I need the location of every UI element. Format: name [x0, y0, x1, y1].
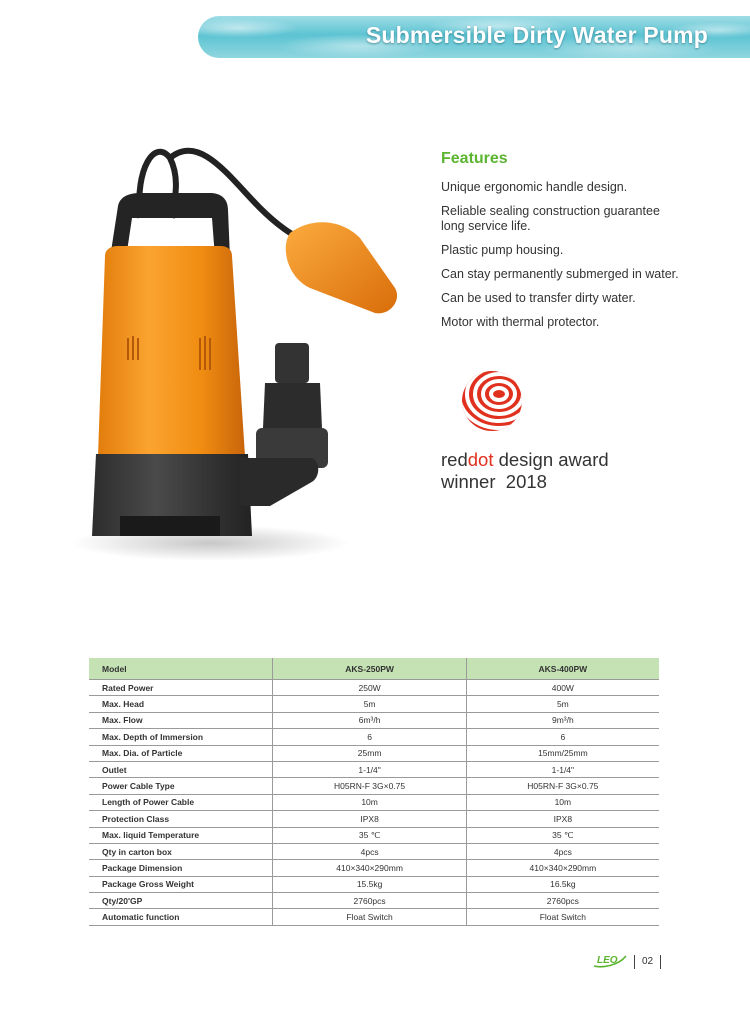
spec-label: Qty/20'GP: [89, 893, 273, 909]
spec-label: Qty in carton box: [89, 843, 273, 859]
table-row: [89, 761, 659, 777]
spec-label: Length of Power Cable: [89, 794, 273, 810]
spec-label: Package Gross Weight: [89, 876, 273, 892]
footer-divider: [634, 955, 635, 969]
table-row: [89, 843, 659, 859]
table-row: [89, 680, 659, 696]
spec-value: 4pcs: [273, 843, 466, 859]
award-caption: [441, 449, 609, 493]
spec-value: IPX8: [466, 811, 659, 827]
features-list: [441, 180, 681, 330]
spec-value: 9m³/h: [466, 712, 659, 728]
spec-label: Outlet: [89, 761, 273, 777]
spec-label: Max. Depth of Immersion: [89, 729, 273, 745]
spec-value: 4pcs: [466, 843, 659, 859]
table-header-row: [89, 658, 659, 680]
spec-label: Automatic function: [89, 909, 273, 925]
pump-image: [60, 138, 410, 568]
spec-value: 35 ℃: [273, 827, 466, 843]
leo-logo-text: LEO: [597, 955, 618, 966]
spec-value: 410×340×290mm: [273, 860, 466, 876]
spec-value: 15.5kg: [273, 876, 466, 892]
spec-value: Float Switch: [466, 909, 659, 925]
spec-value: 250W: [273, 680, 466, 696]
spec-label: Max. Flow: [89, 712, 273, 728]
feature-item: Reliable sealing construction guarantee long service life.: [441, 204, 660, 233]
features-section: [441, 150, 681, 339]
table-row: [89, 794, 659, 810]
spec-value: 35 ℃: [466, 827, 659, 843]
award-brand-dot: dot: [467, 449, 494, 470]
table-row: [89, 729, 659, 745]
table-row: [89, 745, 659, 761]
spec-label: Max. liquid Temperature: [89, 827, 273, 843]
spec-table-body: [89, 680, 659, 926]
spec-value: 6m³/h: [273, 712, 466, 728]
spec-value: H05RN-F 3G×0.75: [466, 778, 659, 794]
table-header: Model: [89, 658, 273, 680]
feature-item: Can be used to transfer dirty water.: [441, 291, 636, 305]
spec-value: 5m: [466, 696, 659, 712]
spec-label: Max. Head: [89, 696, 273, 712]
table-row: [89, 893, 659, 909]
table-row: [89, 712, 659, 728]
table-header: AKS-400PW: [466, 658, 659, 680]
page-title: Submersible Dirty Water Pump: [365, 22, 708, 48]
award-line-1: [441, 449, 609, 471]
spec-value: 2760pcs: [466, 893, 659, 909]
feature-item: Can stay permanently submerged in water.: [441, 267, 679, 281]
spec-value: 410×340×290mm: [466, 860, 659, 876]
spec-value: 6: [273, 729, 466, 745]
spec-label: Rated Power: [89, 680, 273, 696]
spec-table: [89, 658, 659, 926]
table-header: AKS-250PW: [273, 658, 466, 680]
spec-label: Max. Dia. of Particle: [89, 745, 273, 761]
feature-item: Plastic pump housing.: [441, 243, 564, 257]
table-row: [89, 778, 659, 794]
table-row: [89, 876, 659, 892]
pump-illustration: [60, 138, 410, 568]
spec-label: Package Dimension: [89, 860, 273, 876]
award-brand-red: red: [441, 449, 468, 470]
spec-value: Float Switch: [273, 909, 466, 925]
spec-value: 25mm: [273, 745, 466, 761]
spec-value: 2760pcs: [273, 893, 466, 909]
spec-value: 10m: [466, 794, 659, 810]
spec-label: Protection Class: [89, 811, 273, 827]
table-row: [89, 811, 659, 827]
spec-value: 10m: [273, 794, 466, 810]
spec-value: 1-1/4": [466, 761, 659, 777]
spec-label: Power Cable Type: [89, 778, 273, 794]
table-row: [89, 860, 659, 876]
award-brand-rest: design award: [493, 449, 609, 470]
table-row: [89, 827, 659, 843]
award-line-2: winner 2018: [441, 471, 547, 492]
table-row: [89, 696, 659, 712]
features-heading: Features: [441, 150, 508, 167]
reddot-award-icon: [461, 370, 523, 432]
spec-value: H05RN-F 3G×0.75: [273, 778, 466, 794]
spec-value: 16.5kg: [466, 876, 659, 892]
spec-value: IPX8: [273, 811, 466, 827]
leo-logo: [592, 950, 628, 970]
footer-divider: [660, 955, 661, 969]
spec-value: 6: [466, 729, 659, 745]
page-number: 02: [642, 956, 654, 967]
spec-value: 5m: [273, 696, 466, 712]
spec-value: 1-1/4": [273, 761, 466, 777]
table-row: [89, 909, 659, 925]
spec-value: 15mm/25mm: [466, 745, 659, 761]
spec-value: 400W: [466, 680, 659, 696]
feature-item: Unique ergonomic handle design.: [441, 180, 628, 194]
title-banner: [198, 16, 750, 58]
feature-item: Motor with thermal protector.: [441, 315, 600, 329]
